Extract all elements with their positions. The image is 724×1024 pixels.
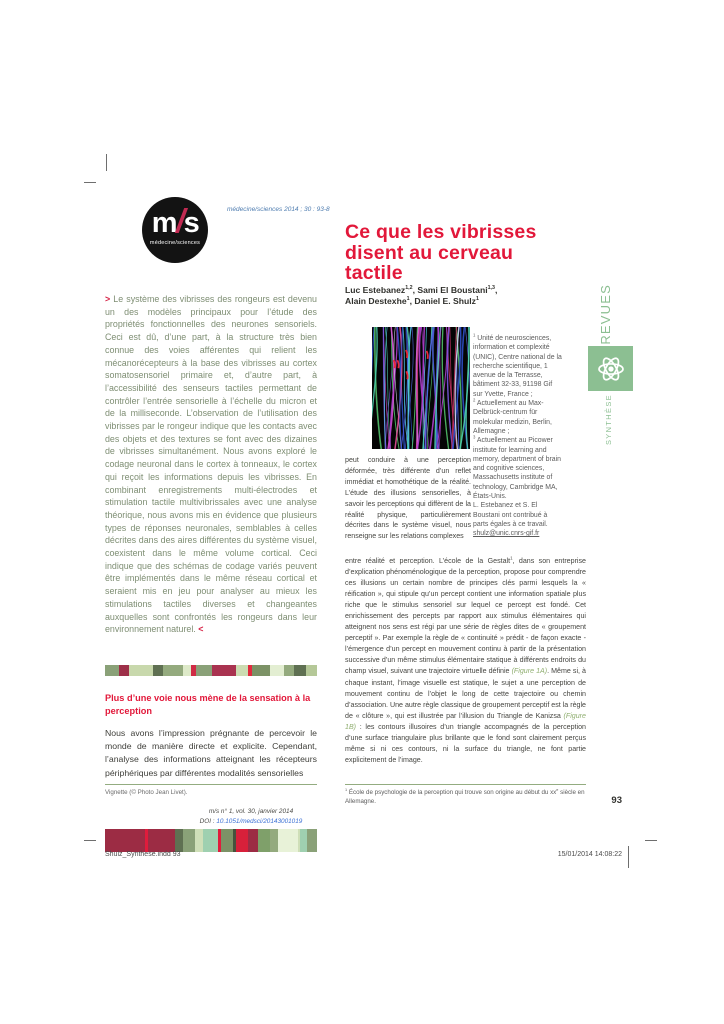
- strip-segment: [278, 829, 298, 852]
- strip-segment: [258, 829, 270, 852]
- strip-segment: [148, 829, 175, 852]
- logo-ms-text: m/s: [151, 202, 199, 239]
- abstract-text: > Le système des vibrisses des rongeurs est devenu un des modèles principaux pour l’étude des propriétés fonctionnelles des neurones sensoriels. Ceci est dû, d’une part, à la structure très bien connue des voies afférentes qui relient les mécanorécepteurs à la base des vibrisses au cortex somatosensoriel primaire et, d’autre part, à l’accessibilité des senseurs tactiles permettant de contrôler l’entrée sensorielle à l’échelle du micron et de la milliseconde. L’observation de l’utilisation des vibrisses par le rongeur indique que les contacts avec des objets et des textures se font avec des dizaines de vibrisses simultanément. Nous avons exploré le codage neuronal dans le cortex à tonneaux, le cortex qui reçoit les informations depuis les vibrisses. En combinant enregistrements multi-électrodes et stimulation tactile multivibrissales avec une analyse théorique, nous avons mis en évidence que plusieurs types de réponses neuronales, semblables à celles décrites dans des aires différentes du système visuel, coexistent dans le même volume cortical. Ceci indique que des schémas de codage variés peuvent être implémentés dans le même réseau cortical et seraient mis en jeu pour analyser au mieux les stimulations tactiles diverses et changeantes auxquelles sont confrontés les rongeurs dans leur environnement naturel. <: [105, 294, 317, 635]
- contact-email-link[interactable]: shulz@unic.cnrs-gif.fr: [473, 530, 540, 538]
- strip-segment: [307, 829, 317, 852]
- left-footnote-rule: [105, 784, 317, 785]
- body-paragraph-narrow: peut conduire à une perception déformée, très différente d’un reflet immédiat et homothétique de la réalité. L’étude des illusions sensorielles, à savoir les perceptions qui diffèrent de la réalité physique, particulièrement décrites dans le système visuel, nous renseigne sur les relations complexes: [345, 456, 471, 541]
- strip-segment: [270, 665, 284, 676]
- abstract-open-marker: >: [105, 294, 111, 304]
- strip-segment: [105, 665, 119, 676]
- strip-segment: [153, 665, 163, 676]
- affiliation-2: $^2$ Actuellement au Max-Delbrück-centrum für molekular medizin, Berlin, Allemagne ;: [473, 397, 552, 435]
- crop-mark-bottom-left-h: [84, 840, 96, 841]
- margin-label-revues: REVUES: [598, 284, 613, 345]
- issue-line: m/s n° 1, vol. 30, janvier 2014: [208, 808, 294, 815]
- section-icon-box: [588, 346, 633, 391]
- section-paragraph: Nous avons l’impression prégnante de percevoir le monde de manière directe et explicite. Cependant, l’analyse des informations atteignant les récepteurs périphériques par différentes modalités sensorielles: [105, 728, 317, 778]
- strip-segment: [221, 829, 233, 852]
- logo-slash: /: [175, 202, 184, 239]
- doi-link[interactable]: 10.1051/medsci/20143001019: [216, 817, 303, 825]
- doi-line: DOI : 10.1051/medsci/20143001019: [199, 817, 303, 825]
- strip-segment: [203, 829, 218, 852]
- strip-segment: [270, 829, 278, 852]
- body-paragraph-main: entre réalité et perception. L’école de la Gestalt$^1$, dans son entreprise d’explication phénoménologique de la perception, propose pour comprendre ces illusions un certain nombre de principes clés parmi lesquels la « réification », qui stipule qu’un percept contient une information spatiale plus riche que le stimulus sensoriel sur lequel ce percept est fondé. Cet enrichissement des percepts par rapport aux stimulus élémentaires qui atteignent nos sens est régi par une série de règles dites de « groupement perceptif ». Par exemple la règle de « continuité » prédit - de façon exacte - l’émergence d’un percept en mouvement continu à partir de la présentation successive d’un même stimulus élémentaire statique à différents endroits du champ visuel, suivant une trajectoire virtuelle définie (Figure 1A). Même si, à chaque instant, l’image visuelle est statique, le sujet a une perception de mouvement continu de l’objet le long de cette trajectoire ou chemin d’association. Une autre règle classique de groupement perceptif est la règle de « clôture », qui est illustrée par l’illusion du Triangle de Kanizsa (Figure 1B) : les contours illusoires d’un triangle accompagnés de la perception d’une surface triangulaire plus brillante que le fond sont clairement perçus même si ni ces contours, ni la surface du triangle, ne font partie explicitement de l’image.: [345, 555, 586, 764]
- contribution-note: L. Estebanez et S. El Boustani ont contribué à parts égales à ce travail.: [473, 502, 548, 528]
- strip-segment: [248, 829, 258, 852]
- strip-segment: [284, 665, 294, 676]
- margin-label-synthese: SYNTHÈSE: [604, 394, 613, 446]
- page-number: 93: [611, 795, 622, 806]
- right-footnote-rule: [345, 784, 586, 785]
- strip-segment: [212, 665, 236, 676]
- affiliation-1: $^1$ Unité de neurosciences, information et complexité (UNIC), Centre national de la recherche scientifique, 1 avenue de la Terrasse, bâtiment 32-33, 91198 Gif sur Yvette, France ;: [473, 332, 562, 398]
- affiliations-note: [473, 334, 563, 539]
- vignette-credit: Vignette (© Photo Jean Livet).: [105, 789, 188, 796]
- article-title: [345, 222, 597, 284]
- strip-segment: [236, 665, 248, 676]
- title-line-2: disent au cerveau: [345, 241, 514, 264]
- strip-segment: [183, 829, 195, 852]
- crop-mark-bottom-right-h: [645, 840, 657, 841]
- strip-segment: [195, 829, 203, 852]
- strip-segment: [236, 829, 248, 852]
- title-line-1: Ce que les vibrisses: [345, 221, 537, 243]
- strip-segment: [252, 665, 270, 676]
- strip-segment: [129, 665, 153, 676]
- abstract-close-marker: <: [198, 624, 204, 635]
- color-strip-bottom: [105, 829, 317, 852]
- author-list: [345, 285, 575, 307]
- strip-segment: [163, 665, 183, 676]
- strip-segment: [300, 829, 307, 852]
- strip-segment: [175, 829, 183, 852]
- crop-mark-bottom-right-v: [628, 846, 629, 868]
- issue-reference: [145, 807, 357, 826]
- vignette-figure-image: [372, 327, 470, 449]
- strip-segment: [306, 665, 317, 676]
- journal-reference: médecine/sciences 2014 ; 30 : 93-8: [227, 206, 330, 213]
- strip-segment: [119, 665, 129, 676]
- journal-logo: [142, 197, 208, 263]
- affiliation-3: $^3$ Actuellement au Picower institute for learning and memory, department of brain and cognitive sciences, Massachusetts institute of technology, Cambridge MA, États-Unis.: [473, 434, 561, 501]
- strip-segment: [196, 665, 212, 676]
- footnote: $^1$ École de psychologie de la perception qui trouve son origine au début du $xx^e$ siècle en Allemagne.: [345, 787, 585, 805]
- strip-segment: [294, 665, 306, 676]
- logo-caption: médecine/sciences: [149, 240, 201, 246]
- author-line-2: Alain Destexhe$^1$, Daniel E. Shulz$^1$: [345, 295, 479, 306]
- print-timestamp: 15/01/2014 14:08:22: [557, 851, 622, 858]
- strip-segment: [183, 665, 191, 676]
- section-heading: Plus d’une voie nous mène de la sensation à la perception: [105, 693, 311, 716]
- strip-segment: [105, 829, 145, 852]
- title-line-3: tactile: [345, 262, 403, 284]
- print-file-label: Shulz_Synthese.indd 93: [105, 851, 181, 858]
- atom-icon: [595, 353, 627, 385]
- crop-mark-top-left-v: [106, 154, 107, 171]
- author-line-1: Luc Estebanez$^{1,2}$, Sami El Boustani$^{1,3}$,: [345, 285, 498, 295]
- color-strip-mid: [105, 665, 317, 676]
- crop-mark-top-left-h: [84, 182, 96, 183]
- figure-1b-reference: (Figure 1B): [345, 711, 586, 731]
- figure-1a-reference: (Figure 1A): [511, 667, 548, 676]
